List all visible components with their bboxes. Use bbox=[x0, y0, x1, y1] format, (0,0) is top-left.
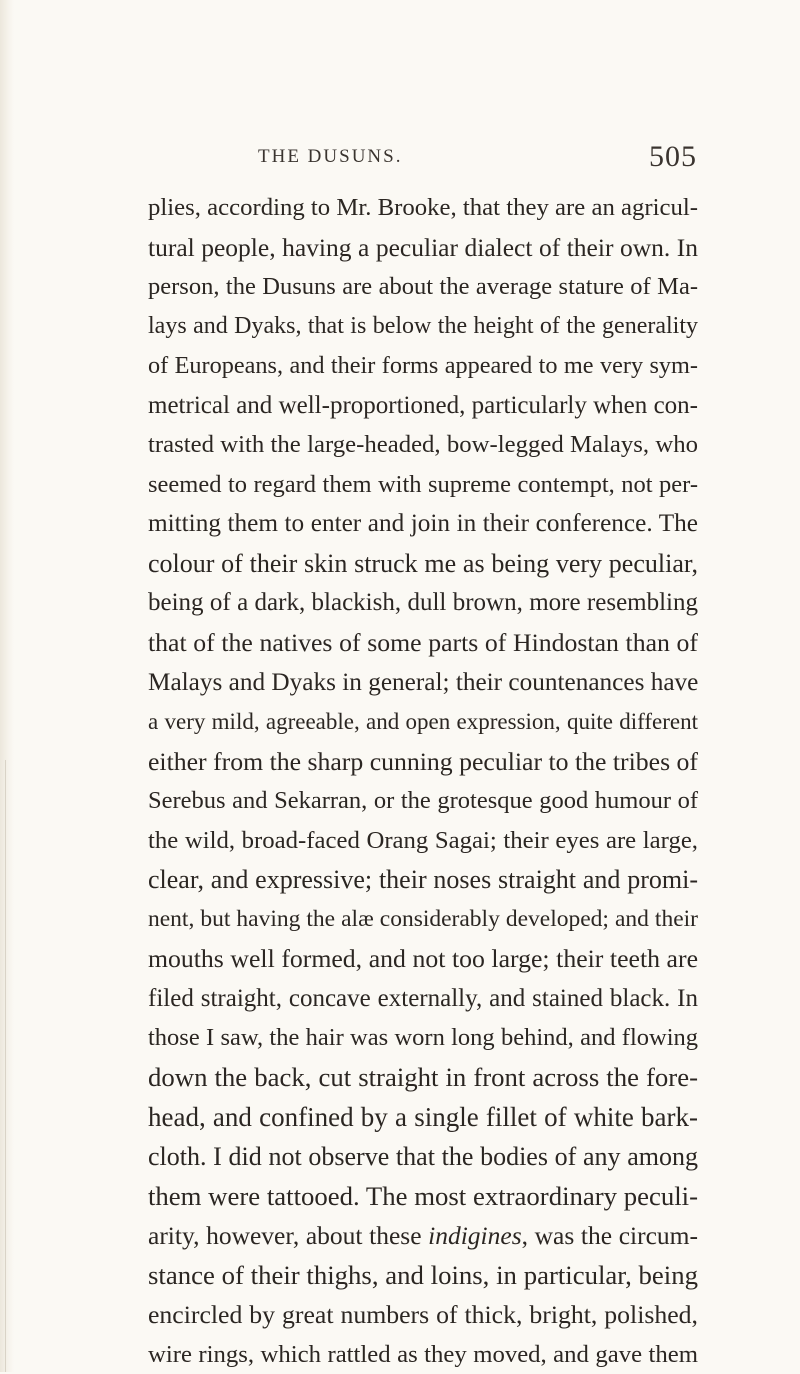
running-title: THE DUSUNS. bbox=[258, 146, 403, 167]
text-line: stance of their thighs, and loins, in particular, being bbox=[148, 1259, 698, 1290]
text-line: those I saw, the hair was worn long behind, and flowing bbox=[148, 1024, 698, 1052]
text-line: down the back, cut straight in front across the fore- bbox=[148, 1062, 698, 1093]
text-line: clear, and expressive; their noses straight and promi- bbox=[148, 865, 698, 895]
text-line: mouths well formed, and not too large; their teeth are bbox=[148, 944, 698, 974]
text-line: that of the natives of some parts of Hindostan than of bbox=[148, 628, 698, 658]
text-line: Serebus and Sekarran, or the grotesque good humour of bbox=[148, 787, 698, 815]
text-line: Malays and Dyaks in general; their countenances have bbox=[148, 667, 699, 696]
text-line: person, the Dusuns are about the average stature of Ma- bbox=[148, 273, 698, 301]
text-line: cloth. I did not observe that the bodies of any among bbox=[148, 1142, 698, 1172]
body-text bbox=[148, 188, 698, 1374]
text-line: being of a dark, blackish, dull brown, more resembling bbox=[148, 589, 698, 617]
text-line: lays and Dyaks, that is below the height of the generality bbox=[148, 312, 698, 339]
text-line: plies, according to Mr. Brooke, that they are an agricul- bbox=[148, 194, 698, 221]
text-line: a very mild, agreeable, and open expression, quite different bbox=[148, 709, 698, 735]
running-head bbox=[258, 140, 698, 180]
text-line: metrical and well-proportioned, particularly when con- bbox=[148, 391, 698, 419]
text-line: seemed to regard them with supreme contempt, not per- bbox=[148, 470, 698, 498]
page-gutter-line bbox=[5, 760, 6, 1372]
text-run: arity, however, about these bbox=[148, 1221, 429, 1251]
text-line: the wild, broad-faced Orang Sagai; their eyes are large, bbox=[148, 826, 698, 854]
text-line: mitting them to enter and join in their conference. The bbox=[148, 509, 698, 538]
page-number: 505 bbox=[649, 140, 697, 173]
text-line: trasted with the large-headed, bow-legged Malays, who bbox=[148, 431, 698, 459]
text-line: filed straight, concave externally, and stained black. In bbox=[148, 984, 698, 1012]
page-gutter-shadow bbox=[0, 0, 14, 1372]
text-line: encircled by great numbers of thick, bright, polished, bbox=[148, 1300, 698, 1330]
text-line-with-italic bbox=[148, 1216, 698, 1256]
text-line: them were tattooed. The most extraordinary peculi- bbox=[148, 1180, 698, 1211]
text-line: wire rings, which rattled as they moved, and gave them bbox=[148, 1340, 698, 1368]
text-run: , was the circum- bbox=[521, 1221, 698, 1251]
text-line: of Europeans, and their forms appeared to me very sym- bbox=[148, 352, 698, 380]
text-line: either from the sharp cunning peculiar to the tribes of bbox=[148, 746, 698, 776]
italic-term: indigines bbox=[428, 1221, 522, 1251]
text-line: nent, but having the alæ considerably developed; and their bbox=[148, 905, 698, 932]
text-line: colour of their skin struck me as being very peculiar, bbox=[148, 548, 698, 578]
text-line: tural people, having a peculiar dialect of their own. In bbox=[148, 232, 698, 262]
text-line: head, and confined by a single fillet of white bark- bbox=[148, 1101, 698, 1132]
